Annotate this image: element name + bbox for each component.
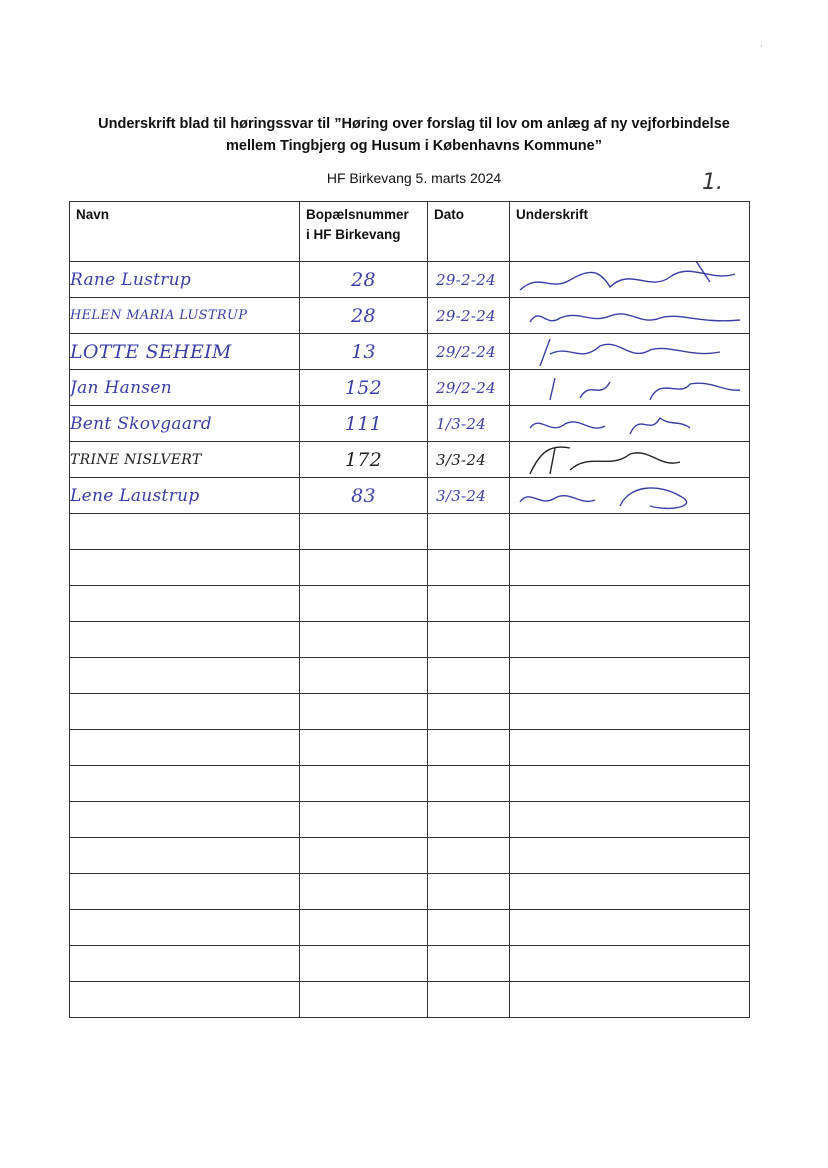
empty-date-cell — [428, 838, 510, 874]
handwritten-signature — [510, 406, 748, 441]
empty-signature-cell — [510, 766, 750, 802]
row-date: 29-2-24 — [428, 298, 510, 334]
row-name: LOTTE SEHEIM — [70, 334, 300, 370]
empty-signature-cell — [510, 622, 750, 658]
row-name: TRINE NISLVERT — [70, 442, 300, 478]
empty-table-row — [70, 550, 750, 586]
empty-signature-cell — [510, 586, 750, 622]
empty-name-cell — [70, 694, 300, 730]
empty-date-cell — [428, 694, 510, 730]
empty-table-row — [70, 586, 750, 622]
handwritten-signature — [510, 298, 748, 333]
handwritten-signature — [510, 262, 748, 297]
handwritten-signature — [510, 370, 748, 405]
handwritten-signature — [510, 442, 748, 477]
row-date: 29/2-24 — [428, 370, 510, 406]
table-row — [70, 442, 750, 478]
empty-signature-cell — [510, 874, 750, 910]
row-name: HELEN MARIA LUSTRUP — [70, 298, 300, 334]
table-row — [70, 262, 750, 298]
empty-name-cell — [70, 730, 300, 766]
row-signature — [510, 442, 750, 478]
row-signature — [510, 334, 750, 370]
empty-table-row — [70, 694, 750, 730]
header-name: Navn — [70, 202, 300, 262]
scan-mark: ʾ — [760, 44, 763, 54]
empty-table-row — [70, 838, 750, 874]
row-name: Bent Skovgaard — [70, 406, 300, 442]
header-number-line-2: i HF Birkevang — [306, 227, 401, 242]
empty-name-cell — [70, 550, 300, 586]
empty-signature-cell — [510, 514, 750, 550]
empty-date-cell — [428, 874, 510, 910]
row-number: 111 — [300, 406, 428, 442]
empty-date-cell — [428, 910, 510, 946]
row-name: Rane Lustrup — [70, 262, 300, 298]
header-number — [300, 202, 428, 262]
empty-number-cell — [300, 910, 428, 946]
empty-table-row — [70, 622, 750, 658]
empty-name-cell — [70, 982, 300, 1018]
row-signature — [510, 298, 750, 334]
empty-number-cell — [300, 622, 428, 658]
empty-date-cell — [428, 766, 510, 802]
handwritten-signature — [510, 478, 748, 513]
row-number: 28 — [300, 262, 428, 298]
row-date: 1/3-24 — [428, 406, 510, 442]
header-signature: Underskrift — [510, 202, 750, 262]
header-number-line-1: Bopælsnummer — [306, 207, 409, 222]
empty-signature-cell — [510, 658, 750, 694]
empty-table-row — [70, 874, 750, 910]
empty-number-cell — [300, 694, 428, 730]
row-name: Jan Hansen — [70, 370, 300, 406]
title-line-1: Underskrift blad til høringssvar til ”Høring over forslag til lov om anlæg af ny vejforbindelse — [98, 116, 730, 132]
row-signature — [510, 370, 750, 406]
empty-name-cell — [70, 946, 300, 982]
empty-name-cell — [70, 586, 300, 622]
empty-number-cell — [300, 658, 428, 694]
document-title — [60, 113, 768, 157]
empty-name-cell — [70, 622, 300, 658]
row-number: 13 — [300, 334, 428, 370]
empty-number-cell — [300, 982, 428, 1018]
document-subtitle: HF Birkevang 5. marts 2024 — [326, 170, 502, 186]
empty-table-row — [70, 766, 750, 802]
empty-date-cell — [428, 946, 510, 982]
table-row — [70, 370, 750, 406]
handwritten-signature — [510, 334, 748, 369]
empty-name-cell — [70, 910, 300, 946]
empty-date-cell — [428, 982, 510, 1018]
empty-table-row — [70, 730, 750, 766]
table-row — [70, 478, 750, 514]
empty-signature-cell — [510, 910, 750, 946]
row-number: 83 — [300, 478, 428, 514]
empty-name-cell — [70, 514, 300, 550]
row-date: 29/2-24 — [428, 334, 510, 370]
table-row — [70, 298, 750, 334]
table-row — [70, 406, 750, 442]
header-date: Dato — [428, 202, 510, 262]
empty-number-cell — [300, 766, 428, 802]
empty-date-cell — [428, 730, 510, 766]
empty-number-cell — [300, 514, 428, 550]
empty-number-cell — [300, 802, 428, 838]
row-signature — [510, 262, 750, 298]
empty-table-row — [70, 910, 750, 946]
row-date: 29-2-24 — [428, 262, 510, 298]
empty-number-cell — [300, 874, 428, 910]
empty-name-cell — [70, 766, 300, 802]
empty-signature-cell — [510, 730, 750, 766]
empty-signature-cell — [510, 550, 750, 586]
empty-table-row — [70, 658, 750, 694]
empty-date-cell — [428, 802, 510, 838]
signature-table — [69, 201, 750, 1018]
empty-signature-cell — [510, 694, 750, 730]
row-signature — [510, 478, 750, 514]
empty-date-cell — [428, 622, 510, 658]
row-number: 28 — [300, 298, 428, 334]
title-line-2: mellem Tingbjerg og Husum i Københavns Kommune” — [226, 138, 602, 154]
empty-number-cell — [300, 946, 428, 982]
empty-name-cell — [70, 874, 300, 910]
row-number: 172 — [300, 442, 428, 478]
empty-number-cell — [300, 550, 428, 586]
empty-name-cell — [70, 838, 300, 874]
empty-signature-cell — [510, 946, 750, 982]
empty-number-cell — [300, 838, 428, 874]
empty-signature-cell — [510, 838, 750, 874]
empty-date-cell — [428, 514, 510, 550]
empty-table-row — [70, 946, 750, 982]
empty-table-row — [70, 982, 750, 1018]
empty-signature-cell — [510, 982, 750, 1018]
row-number: 152 — [300, 370, 428, 406]
empty-name-cell — [70, 802, 300, 838]
row-signature — [510, 406, 750, 442]
empty-signature-cell — [510, 802, 750, 838]
empty-number-cell — [300, 586, 428, 622]
empty-name-cell — [70, 658, 300, 694]
table-header-row — [70, 202, 750, 262]
row-date: 3/3-24 — [428, 478, 510, 514]
empty-table-row — [70, 514, 750, 550]
row-date: 3/3-24 — [428, 442, 510, 478]
empty-date-cell — [428, 658, 510, 694]
table-row — [70, 334, 750, 370]
row-name: Lene Laustrup — [70, 478, 300, 514]
empty-date-cell — [428, 550, 510, 586]
page-number-mark: 1. — [702, 170, 723, 195]
empty-table-row — [70, 802, 750, 838]
empty-number-cell — [300, 730, 428, 766]
empty-date-cell — [428, 586, 510, 622]
